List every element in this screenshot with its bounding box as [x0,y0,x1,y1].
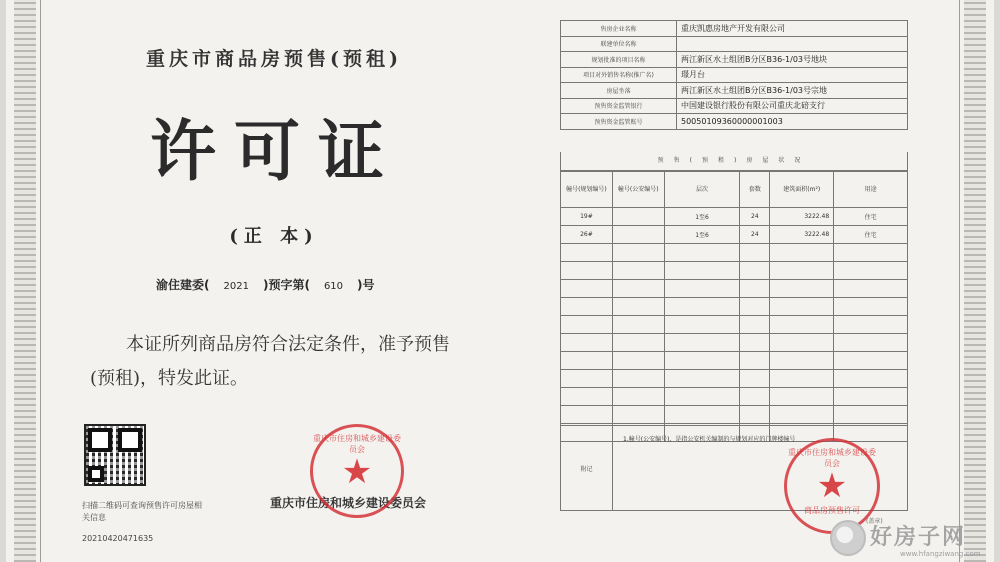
sale-cell [770,298,834,316]
table-row [561,208,908,226]
number-mid: )预字第( [262,278,310,292]
sale-cell [664,388,740,406]
table-row-empty [561,316,908,334]
sale-cell: 26# [561,226,613,244]
sale-cell [612,298,664,316]
sale-cell [740,406,770,424]
sale-cell [740,370,770,388]
sale-cell [740,298,770,316]
sale-cell [612,388,664,406]
sale-cell [740,388,770,406]
qr-code-icon[interactable] [84,424,146,486]
info-key: 项目对外销售名称(推广名) [561,67,677,83]
sale-cell [561,298,613,316]
certificate-statement: 本证所列商品房符合法定条件，准予预售(预租)，特发此证。 [90,334,450,389]
sale-cell [664,262,740,280]
sale-cell [834,370,908,388]
sale-cell [561,316,613,334]
sale-cell [740,334,770,352]
sale-cell: 1至6 [664,208,740,226]
sale-cell: 1至6 [664,226,740,244]
sale-cell [834,280,908,298]
table-row-empty [561,352,908,370]
info-value: 两江新区水土组团B分区B36-1/03号宗地 [677,83,908,99]
sale-header-cell: 用途 [834,172,908,208]
sale-cell [612,352,664,370]
sale-cell [740,352,770,370]
table-row-empty [561,388,908,406]
info-key: 预售资金监管银行 [561,98,677,114]
info-value: 重庆凯惠房地产开发有限公司 [677,21,908,37]
sale-header-cell: 层次 [664,172,740,208]
sale-cell [664,406,740,424]
sale-cell [664,298,740,316]
sale-cell [612,316,664,334]
sale-cell [770,406,834,424]
info-row [561,21,908,37]
sale-cell [740,316,770,334]
table-row-empty [561,370,908,388]
remarks-text: 1.幢号(公安编号)，是指公安机关编制的与规划对应的门牌楼幢号 [623,436,796,443]
star-icon: ★ [816,466,848,506]
sale-cell [770,316,834,334]
sale-cell [561,406,613,424]
info-row [561,52,908,68]
remarks-label: 附记 [561,426,613,510]
sale-cell [561,370,613,388]
sale-cell [561,280,613,298]
sale-cell: 3222.48 [770,226,834,244]
sale-cell [770,280,834,298]
seal-ring-text: 重庆市住房和城乡建设委员会 [788,448,876,468]
sale-header-cell: 套数 [740,172,770,208]
sale-cell: 24 [740,226,770,244]
info-key: 规划批准的项目名称 [561,52,677,68]
certificate-title: 许可证 [150,112,402,190]
table-row-empty [561,280,908,298]
table-row-empty [561,334,908,352]
seal-ring-text: 重庆市住房和城乡建设委员会 [313,434,401,454]
sale-cell [612,226,664,244]
sale-cell [834,298,908,316]
sale-cell [770,352,834,370]
sale-header-cell: 幢号(规划编号) [561,172,613,208]
sale-cell: 住宅 [834,208,908,226]
info-key: 售房企业名称 [561,21,677,37]
sale-cell [740,262,770,280]
info-key: 预售资金监管账号 [561,114,677,130]
sale-status-table [560,171,908,442]
sale-cell [834,334,908,352]
sale-cell [664,370,740,388]
info-value: 两江新区水土组团B分区B36-1/03号地块 [677,52,908,68]
info-row [561,114,908,130]
sale-cell: 3222.48 [770,208,834,226]
sale-cell [612,280,664,298]
official-seal-left [310,424,404,518]
sale-cell [770,370,834,388]
certificate-subtitle: 重庆市商品房预售(预租) [146,48,402,70]
info-row [561,83,908,99]
seal-label: 商品房预售许可 [804,506,860,515]
sale-cell [561,262,613,280]
sale-cell [612,370,664,388]
sale-cell [664,352,740,370]
sale-header-cell: 幢号(公安编号) [612,172,664,208]
sale-cell [612,334,664,352]
info-value: 50050109360000001003 [677,114,908,130]
sale-cell [664,334,740,352]
watermark-url: www.hfangziwang.com [900,550,981,558]
sale-cell [770,244,834,262]
sale-cell: 24 [740,208,770,226]
sale-cell [561,244,613,262]
table-row-empty [561,262,908,280]
info-row [561,67,908,83]
number-prefix: 渝住建委( [156,278,210,292]
info-row [561,36,908,52]
sale-cell [561,352,613,370]
sale-cell [834,406,908,424]
sale-cell [664,280,740,298]
sale-cell [834,352,908,370]
table-row-empty [561,298,908,316]
house-logo-icon [830,520,866,556]
seal-annotation: (盖章) [866,518,883,525]
issuing-authority: 重庆市住房和城乡建设委员会 [269,496,426,510]
license-number [156,276,456,293]
serial-number: 20210420471635 [82,534,154,543]
sale-cell [834,388,908,406]
table-row [561,226,908,244]
sale-cell [612,244,664,262]
qr-caption: 扫描二维码可查询预售许可房屋相关信息 [82,501,202,522]
sale-cell [740,280,770,298]
watermark [830,512,994,562]
project-info-table [560,20,908,130]
sale-cell [770,388,834,406]
sale-cell [834,262,908,280]
sale-header-cell: 建筑面积(m²) [770,172,834,208]
number-year: 2021 [223,281,249,292]
sale-cell [834,316,908,334]
sale-cell [561,334,613,352]
star-icon: ★ [341,452,373,492]
sale-cell [612,208,664,226]
watermark-name: 好房子网 [870,525,967,550]
table-row-empty [561,406,908,424]
info-key: 联建单位名称 [561,36,677,52]
info-value [677,36,908,52]
info-key: 房屋坐落 [561,83,677,99]
sale-cell [561,388,613,406]
sale-cell: 19# [561,208,613,226]
sale-cell [770,262,834,280]
sale-cell [664,316,740,334]
sale-cell [770,334,834,352]
number-suffix: )号 [357,278,375,292]
table-row-empty [561,244,908,262]
sale-cell [612,262,664,280]
info-row [561,98,908,114]
sale-section-title: 预售(预租)房屋状况 [560,152,908,171]
info-value: 中国建设银行股份有限公司重庆北碚支行 [677,98,908,114]
original-copy-label: (正 本) [229,226,319,247]
sale-cell: 住宅 [834,226,908,244]
info-value: 璟月台 [677,67,908,83]
sale-cell [834,244,908,262]
sale-cell [664,244,740,262]
sale-cell [612,406,664,424]
sale-cell [740,244,770,262]
certificate [6,0,994,562]
number-value: 610 [323,281,344,292]
